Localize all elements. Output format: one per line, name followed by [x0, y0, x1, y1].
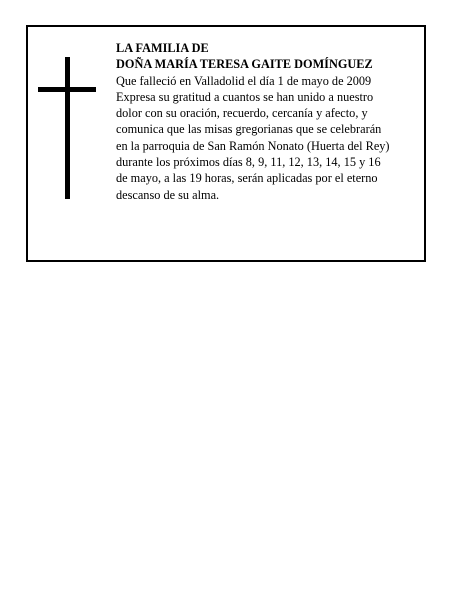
- notice-body-line: en la parroquia de San Ramón Nonato (Huerta del Rey): [116, 138, 390, 153]
- cross-horizontal-bar: [38, 87, 96, 92]
- notice-heading-family: LA FAMILIA DE: [116, 41, 209, 55]
- notice-body-line: comunica que las misas gregorianas que se celebrarán: [116, 122, 382, 137]
- notice-body-line: dolor con su oración, recuerdo, cercanía y afecto, y: [116, 106, 368, 121]
- cross-icon: [38, 57, 98, 199]
- notice-body-line: de mayo, a las 19 horas, serán aplicadas por el eterno: [116, 171, 378, 186]
- notice-text: [116, 40, 421, 203]
- notice-body-line: Expresa su gratitud a cuantos se han unido a nuestro: [116, 89, 374, 104]
- notice-heading-name: DOÑA MARÍA TERESA GAITE DOMÍNGUEZ: [116, 57, 373, 72]
- obituary-notice: [26, 25, 426, 262]
- cross-vertical-bar: [65, 57, 70, 199]
- notice-body-line: durante los próximos días 8, 9, 11, 12, 13, 14, 15 y 16: [116, 155, 381, 170]
- notice-body-line: descanso de su alma.: [116, 187, 220, 202]
- notice-body-line: Que falleció en Valladolid el día 1 de mayo de 2009: [116, 73, 372, 88]
